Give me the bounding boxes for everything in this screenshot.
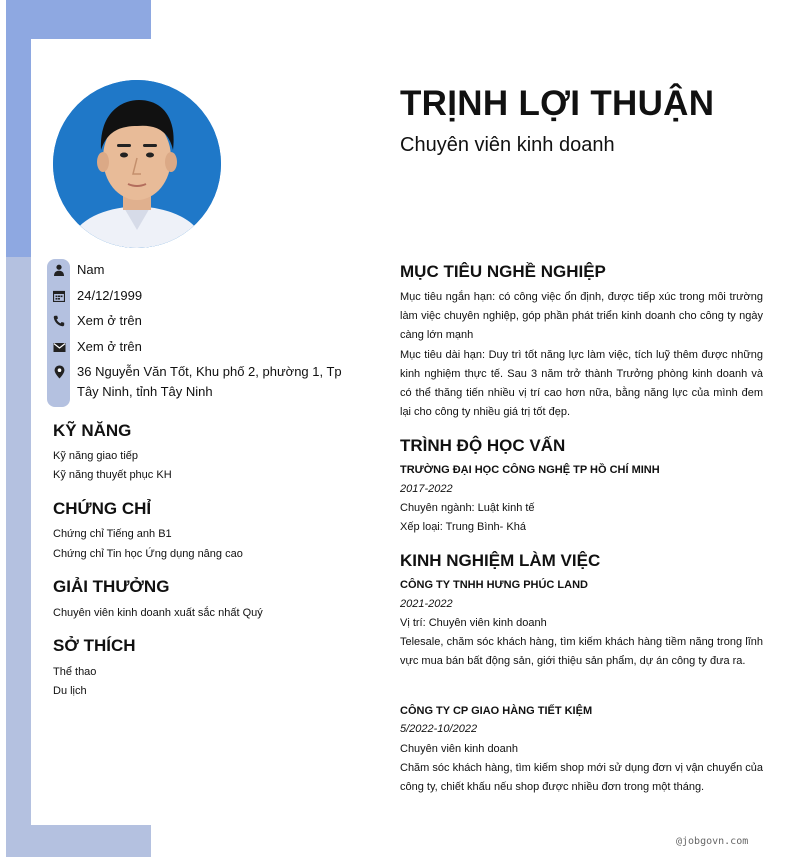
skill-item: Kỹ năng giao tiếp bbox=[53, 450, 139, 462]
education-heading: TRÌNH ĐỘ HỌC VẤN bbox=[400, 436, 566, 455]
watermark: @jobgovn.com bbox=[676, 836, 749, 847]
job-description: Chăm sóc khách hàng, tìm kiếm shop mới sử dụng đơn vị vận chuyển của công ty, chiết khấu nếu shop được nhiều đơn trong một tháng. bbox=[400, 762, 763, 793]
contact-gender-text: Nam bbox=[77, 262, 105, 277]
experience-heading: KINH NGHIỆM LÀM VIỆC bbox=[400, 551, 601, 570]
certificate-item: Chứng chỉ Tiếng anh B1 bbox=[53, 528, 172, 540]
mail-icon bbox=[50, 338, 68, 356]
job-position: Vị trí: Chuyên viên kinh doanh bbox=[400, 617, 547, 629]
hobbies-heading: SỞ THÍCH bbox=[53, 636, 136, 655]
skill-item: Kỹ năng thuyết phục KH bbox=[53, 469, 172, 481]
skills-heading: KỸ NĂNG bbox=[53, 421, 132, 440]
education-major: Chuyên ngành: Luật kinh tế bbox=[400, 502, 535, 514]
education-school: TRƯỜNG ĐẠI HỌC CÔNG NGHỆ TP HỒ CHÍ MINH bbox=[400, 464, 660, 476]
job-company: CÔNG TY CP GIAO HÀNG TIẾT KIỆM bbox=[400, 705, 593, 717]
contact-email bbox=[50, 337, 142, 357]
location-icon bbox=[50, 363, 68, 381]
certificates-heading: CHỨNG CHỈ bbox=[53, 499, 152, 518]
contact-phone-text: Xem ở trên bbox=[77, 313, 142, 328]
person-icon bbox=[50, 261, 68, 279]
profile-photo bbox=[53, 80, 221, 248]
calendar-icon bbox=[50, 287, 68, 305]
job-position: Chuyên viên kinh doanh bbox=[400, 743, 519, 755]
candidate-name: TRỊNH LỢI THUẬN bbox=[400, 84, 715, 123]
contact-phone bbox=[50, 311, 142, 331]
job-description: Telesale, chăm sóc khách hàng, tìm kiếm khách hàng tiềm năng trong lĩnh vực mua bán bất động sản, giới thiệu sản phẩm, dự án công ty đưa ra. bbox=[400, 636, 763, 667]
education-grade: Xếp loại: Trung Bình- Khá bbox=[400, 521, 526, 533]
contact-address-text: 36 Nguyễn Văn Tốt, Khu phố 2, phường 1, Tp Tây Ninh, tỉnh Tây Ninh bbox=[77, 364, 342, 399]
objective-short-term: Mục tiêu ngắn hạn: có công việc ổn định, được tiếp xúc trong môi trường làm việc chuyên nghiệp, góp phần phát triển kinh doanh cho công ty ngày càng lớn mạnh bbox=[400, 291, 763, 341]
phone-icon bbox=[50, 312, 68, 330]
contact-email-text: Xem ở trên bbox=[77, 339, 142, 354]
hobby-item: Du lịch bbox=[53, 685, 87, 697]
awards-heading: GIẢI THƯỞNG bbox=[53, 577, 170, 596]
job-period: 2021-2022 bbox=[400, 598, 453, 610]
candidate-title: Chuyên viên kinh doanh bbox=[400, 134, 615, 156]
contact-birthday bbox=[50, 286, 142, 306]
contact-birthday-text: 24/12/1999 bbox=[77, 288, 143, 303]
certificate-item: Chứng chỉ Tin học Ứng dụng nâng cao bbox=[53, 548, 243, 560]
contact-address bbox=[50, 362, 350, 402]
award-item: Chuyên viên kinh doanh xuất sắc nhất Quý bbox=[53, 607, 263, 619]
objective-long-term: Mục tiêu dài hạn: Duy trì tốt năng lực làm việc, tích luỹ thêm được những kinh nghiệm thực tế. Sau 3 năm trở thành Trưởng phòng kinh doanh và có thể thăng tiến nhiều vị trí cao hơn nữa, bằng năng lực của mình đem lại cho công ty nhiều giá trị tốt đẹp. bbox=[400, 349, 763, 418]
hobby-item: Thể thao bbox=[53, 666, 97, 678]
job-period: 5/2022-10/2022 bbox=[400, 723, 478, 735]
job-company: CÔNG TY TNHH HƯNG PHÚC LAND bbox=[400, 579, 588, 591]
objective-heading: MỤC TIÊU NGHỀ NGHIỆP bbox=[400, 262, 606, 281]
education-period: 2017-2022 bbox=[400, 483, 453, 495]
contact-gender bbox=[50, 260, 104, 280]
